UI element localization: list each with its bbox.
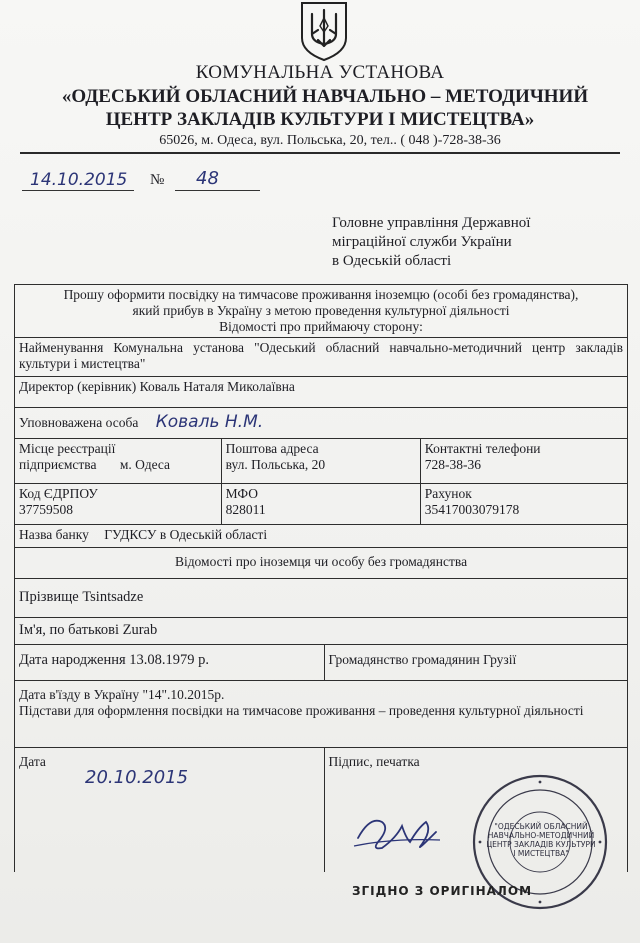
final-date-cell: [15, 748, 324, 872]
request-cell: [15, 285, 628, 338]
birth-cell: [15, 645, 324, 680]
account-value: 35417003079178: [424, 502, 520, 517]
name-value: Zurab: [122, 622, 158, 638]
table-row: [15, 681, 628, 748]
addressee-line: Головне управління Державної: [332, 215, 531, 231]
director-value: Коваль Наталя Миколаївна: [139, 379, 295, 394]
phones-cell: [420, 439, 627, 484]
director-cell: [15, 377, 628, 408]
citizenship-cell: [324, 645, 627, 680]
postal-value: вул. Польська, 20: [225, 457, 326, 472]
registration-value: м. Одеса: [119, 457, 171, 472]
table-row: [15, 548, 628, 579]
registration-label-line2: підприємства: [19, 457, 97, 472]
phones-label: Контактні телефони: [424, 441, 541, 456]
addressee-line: міграційної служби України: [332, 234, 512, 250]
org-name-value: Комунальна установа "Одеський обласний навчально-методичний центр закладів культури і мистецтва": [19, 340, 623, 371]
request-text-line1: Прошу оформити посвідку на тимчасове проживання іноземцю (особі без громадянства),: [63, 287, 579, 302]
edrpou-value: 37759508: [19, 502, 73, 517]
document-date: 14.10.2015: [30, 170, 128, 190]
bank-value: ГУДКСУ в Одеській області: [104, 527, 268, 542]
authorized-value: Коваль Н.М.: [155, 412, 264, 432]
table-row: [15, 484, 628, 525]
citizenship-value: громадянин Грузії: [411, 652, 517, 667]
edrpou-cell: [15, 484, 222, 525]
table-row: [15, 377, 628, 408]
org-name-cell: [15, 338, 628, 377]
addressee-block: [332, 214, 530, 271]
document-number: 48: [196, 168, 219, 189]
signature-label: Підпис, печатка: [328, 754, 420, 769]
phones-value: 728-38-36: [424, 457, 482, 472]
mfo-value: 828011: [225, 502, 266, 517]
entry-label: Дата в'їзду в Україну: [19, 687, 140, 702]
org-name-line1: «ОДЕСЬКИЙ ОБЛАСНИЙ НАВЧАЛЬНО – МЕТОДИЧНИЙ: [61, 86, 589, 107]
table-row: [15, 439, 628, 484]
header-divider: [20, 152, 620, 154]
host-section-title: Відомості про приймаючу сторону:: [219, 319, 423, 334]
table-row: [15, 285, 628, 338]
account-label: Рахунок: [424, 486, 472, 501]
table-row: [15, 525, 628, 548]
org-type: КОМУНАЛЬНА УСТАНОВА: [195, 62, 445, 83]
document-number-label: №: [150, 172, 165, 188]
edrpou-label: Код ЄДРПОУ: [19, 486, 98, 501]
table-row: [15, 408, 628, 439]
foreigner-section-cell: [15, 548, 628, 579]
final-date-label: Дата: [19, 754, 46, 769]
addressee-line: в Одеській області: [332, 253, 452, 269]
mfo-cell: [221, 484, 420, 525]
stamp-text: "ОДЕСЬКИЙ ОБЛАСНИЙ НАВЧАЛЬНО-МЕТОДИЧНИЙ ЦЕНТР ЗАКЛАДІВ КУЛЬТУРИ І МИСТЕЦТВА": [486, 822, 596, 858]
authorized-label: Уповноважена особа: [19, 415, 139, 430]
entry-grounds-cell: [15, 681, 628, 748]
authorized-cell: [15, 408, 628, 439]
registration-cell: [15, 439, 222, 484]
postal-cell: [221, 439, 420, 484]
director-label: Директор (керівник): [19, 379, 137, 394]
date-underline: [22, 190, 134, 191]
org-name-label: Найменування: [19, 340, 104, 355]
number-underline: [175, 190, 260, 191]
foreigner-section-title: Відомості про іноземця чи особу без громадянства: [174, 554, 468, 569]
entry-value: "14".10.2015р.: [142, 687, 225, 702]
table-row: [15, 645, 628, 681]
table-row: [15, 579, 628, 618]
org-name-line2: ЦЕНТР ЗАКЛАДІВ КУЛЬТУРИ І МИСТЕЦТВА»: [105, 109, 535, 130]
mfo-label: МФО: [225, 486, 258, 501]
name-label: Ім'я, по батькові: [19, 622, 119, 638]
copy-certification-mark: ЗГІДНО З ОРИГІНАЛОМ: [352, 884, 533, 898]
postal-label: Поштова адреса: [225, 441, 319, 456]
birth-label: Дата народження: [19, 652, 126, 668]
request-text-line2: який прибув в Україну з метою проведення культурної діяльності: [132, 303, 510, 318]
final-date-value: 20.10.2015: [85, 767, 189, 788]
surname-label: Прізвище: [19, 589, 79, 605]
table-row: [15, 618, 628, 645]
bank-label: Назва банку: [19, 527, 89, 542]
surname-cell: [15, 579, 628, 618]
bank-cell: [15, 525, 628, 548]
account-cell: [420, 484, 627, 525]
registration-label-line1: Місце реєстрації: [19, 441, 116, 456]
trident-emblem-icon: [298, 0, 350, 62]
grounds-text: Підстави для оформлення посвідки на тимчасове проживання – проведення культурної діяльності: [19, 703, 584, 718]
citizenship-label: Громадянство: [328, 652, 409, 667]
org-address: 65026, м. Одеса, вул. Польська, 20, тел.. ( 048 )-728-38-36: [159, 133, 501, 148]
handwritten-signature-icon: [352, 808, 442, 858]
table-row: [15, 338, 628, 377]
birth-value: 13.08.1979 р.: [129, 652, 210, 668]
surname-value: Tsintsadze: [82, 589, 144, 605]
name-cell: [15, 618, 628, 645]
birth-citizenship-cell: [15, 645, 628, 681]
